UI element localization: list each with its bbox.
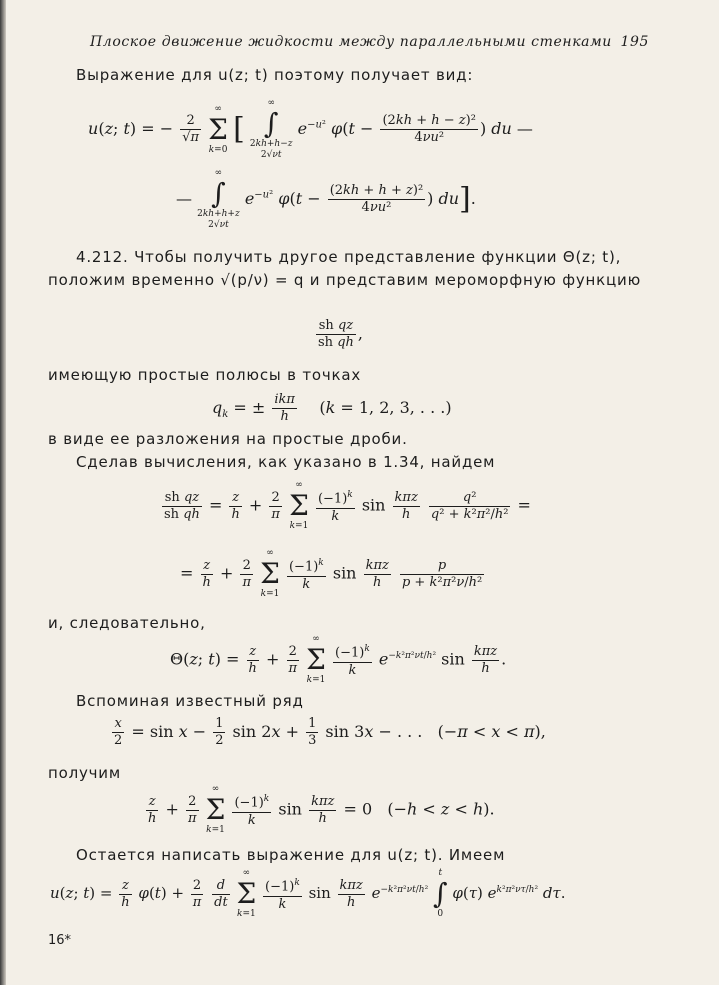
equation-series-zero: $\frac{z}{h}$ + $\frac{2}{\pi}$ ∞ Σ k=1 $\frac{(-1)^k}{k}$ sin $\frac{\text{kπz}}{h}$ = 0 (−h < z < h). <box>148 784 495 835</box>
paragraph-8: получим <box>48 764 121 782</box>
paragraph-3: имеющую простые полюсы в точках <box>48 366 362 384</box>
equation-theta: Θ(z; t) = $\frac{z}{h}$ + $\frac{2}{\pi}$ ∞ Σ k=1 $\frac{(-1)^k}{k}$ $e^{-k^2\pi^2\nu t/h^2}$ sin $\frac{\text{kπz}}{h}$ . <box>170 634 507 685</box>
paragraph-4: в виде ее разложения на простые дроби. <box>48 430 408 448</box>
signature-mark: 16* <box>48 933 72 948</box>
paragraph-6: и, следовательно, <box>48 614 206 632</box>
equation-1-line-1: u(z; t) = − $\frac{2}{√\pi}$ ∞ Σ k=0 [ ∞ ∫ 2kh+h−z 2√νt $e^{-u^2}$ φ(t − $\frac{\text{(2kh + h − z)²}}{\text{4νu²}}$ ) du — <box>88 98 533 160</box>
equation-2b: = $\frac{z}{h}$ + $\frac{2}{\pi}$ ∞ Σ k=1 $\frac{(-1)^k}{k}$ sin $\frac{\text{kπz}}{h}$ $\frac{p}{\text{p + k²π²ν/h²}}$ <box>180 548 483 599</box>
equation-meromorphic-function: $\frac{\text{sh qz}}{\text{sh qh}}$ , <box>318 318 363 350</box>
page-number: 195 <box>620 34 649 50</box>
paragraph-2: 4.212. Чтобы получить другое представление функции Θ(z; t), положим временно √(p/ν) = q и представим мероморфную функцию <box>48 248 642 289</box>
header-title: Плоское движение жидкости между параллельными стенками <box>90 34 612 50</box>
equation-2a: $\frac{\text{sh qz}}{\text{sh qh}}$ = $\frac{z}{h}$ + $\frac{2}{\pi}$ ∞ Σ k=1 $\frac{(-1)^k}{k}$ sin $\frac{\text{kπz}}{h}$ $\frac{\text{q²}}{\text{q² + k²π²/h²}}$ = <box>164 480 531 531</box>
paragraph-1: Выражение для u(z; t) поэтому получает вид: <box>76 66 474 84</box>
equation-1-line-2: — ∞ ∫ 2kh+h+z 2√νt $e^{-u^2}$ φ(t − $\frac{\text{(2kh + h + z)²}}{\text{4νu²}}$ ) du]. <box>176 168 476 230</box>
paragraph-9: Остается написать выражение для u(z; t). Имеем <box>76 846 506 864</box>
equation-known-series: $\frac{x}{2}$ = sin x − $\frac{1}{2}$ sin 2x + $\frac{1}{3}$ sin 3x − . . . (−π < x < π), <box>114 716 546 748</box>
page-binding-edge <box>0 0 6 985</box>
paragraph-5: Сделав вычисления, как указано в 1.34, найдем <box>76 453 496 471</box>
equation-poles: $q_k$ = ± $\frac{\text{ikπ}}{h}$ (k = 1, 2, 3, . . .) <box>212 392 452 424</box>
equation-u-final: u(z; t) = $\frac{z}{h}$ φ(t) + $\frac{2}{\pi}$ $\frac{d}{dt}$ ∞ Σ k=1 $\frac{(-1)^k}{k}$ sin $\frac{\text{kπz}}{h}$ $e^{-k^2\pi^2\nu t/h^2}$ t ∫ 0 φ(τ) $e^{k^2\pi^2\nu\tau/h^2}$ dτ. <box>50 868 566 919</box>
running-header <box>90 34 649 50</box>
paragraph-7: Вспоминая известный ряд <box>76 692 304 710</box>
